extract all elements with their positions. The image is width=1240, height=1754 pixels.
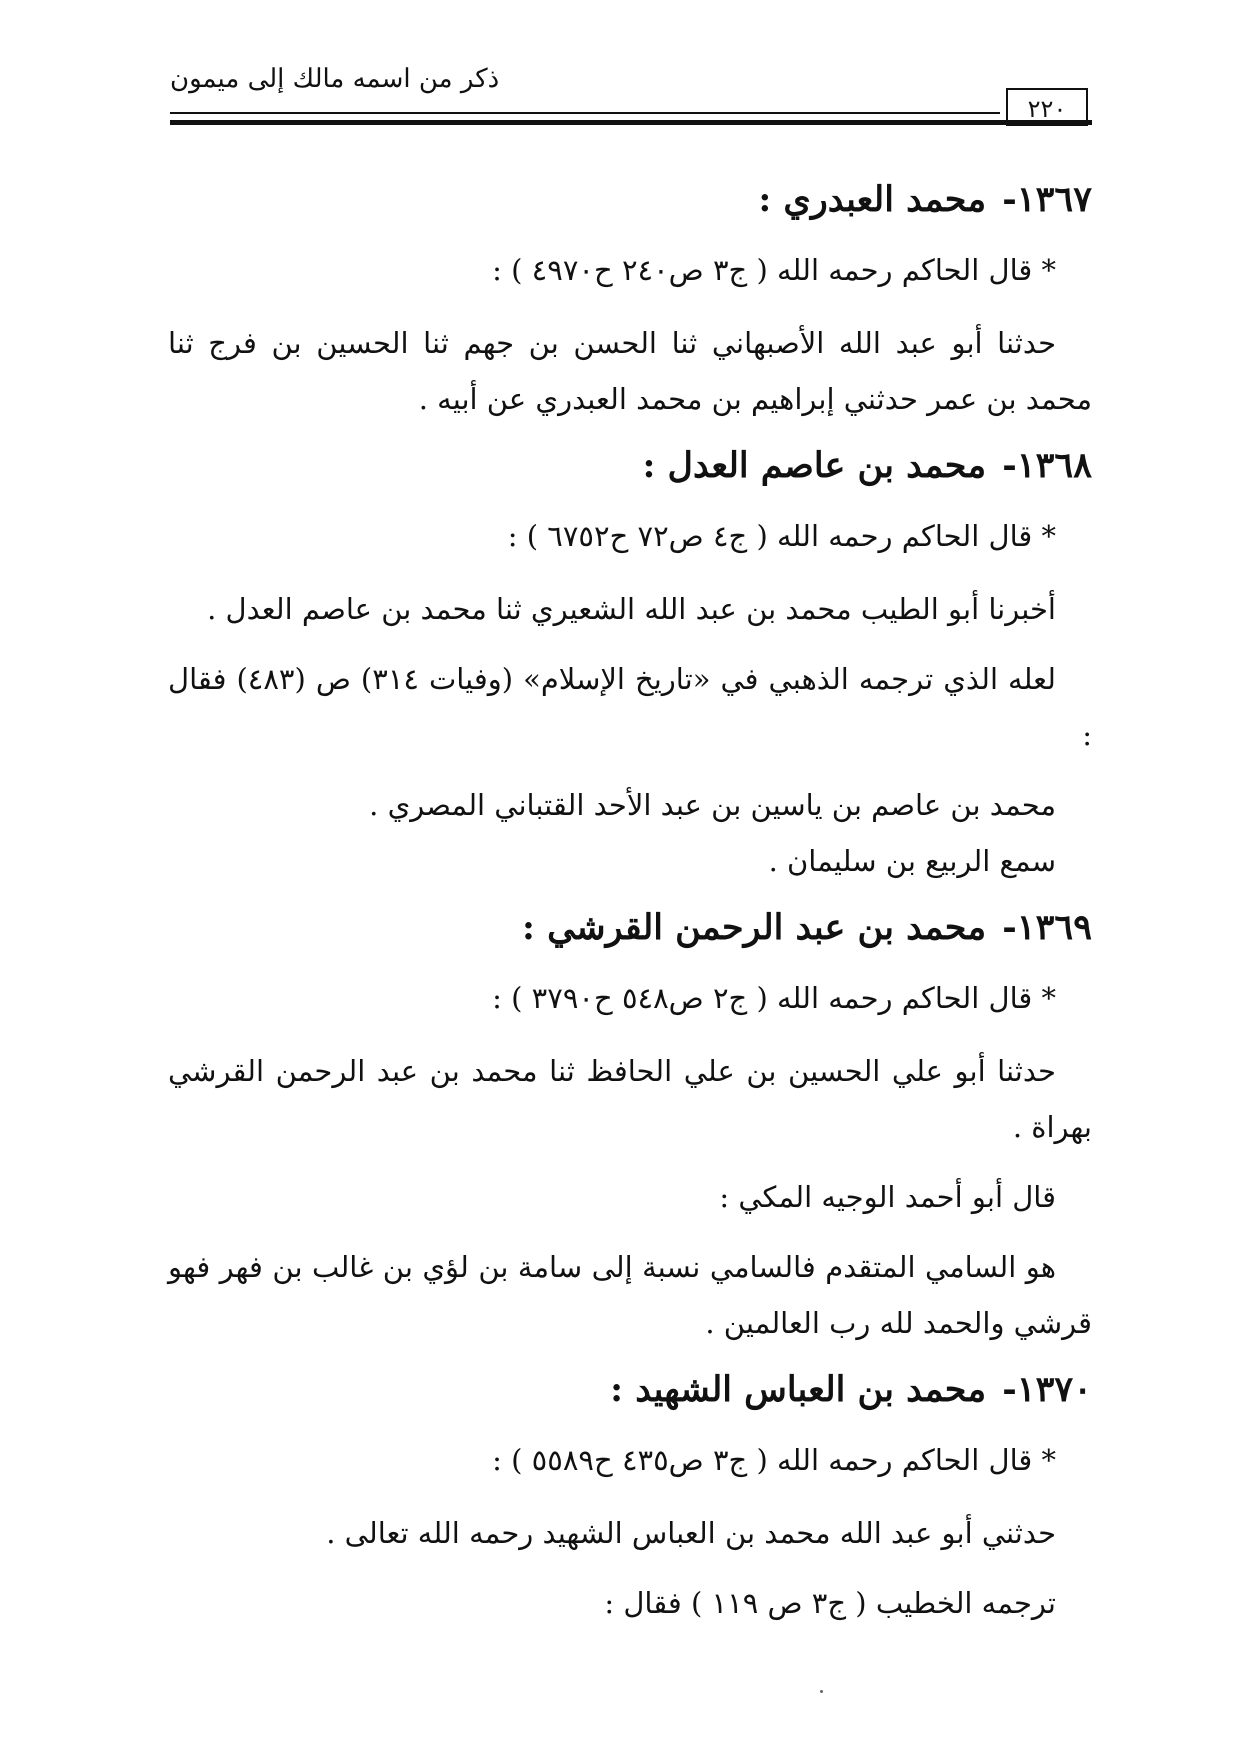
narration-paragraph: حدثنا أبو عبد الله الأصبهاني ثنا الحسن بن جهم ثنا الحسين بن فرج ثنا محمد بن عمر حدثني إبراهيم بن محمد العبدري عن أبيه . — [168, 326, 1092, 416]
entry-number: ١٣٦٩- — [1002, 907, 1092, 948]
commentary-paragraph: قال أبو أحمد الوجيه المكي : — [719, 1180, 1056, 1214]
commentary-paragraph: لعله الذي ترجمه الذهبي في «تاريخ الإسلام» (وفيات ٣١٤) ص (٤٨٣) فقال : — [168, 662, 1092, 752]
commentary-paragraph: ترجمه الخطيب ( ج٣ ص ١١٩ ) فقال : — [604, 1586, 1056, 1620]
scan-speck — [820, 1690, 823, 1693]
header-rule-thin — [170, 112, 1000, 114]
entry-number: ١٣٦٨- — [1002, 445, 1092, 486]
page-header — [170, 60, 1092, 140]
entry-number: ١٣٦٧- — [1002, 179, 1092, 220]
entry-name: محمد العبدري : — [758, 179, 987, 220]
entry-name: محمد بن عاصم العدل : — [642, 445, 987, 486]
entry-number: ١٣٧٠- — [1002, 1369, 1092, 1410]
source-citation: * قال الحاكم رحمه الله ( ج٣ ص٢٤٠ ح٤٩٧٠ ) : — [492, 253, 1056, 287]
entry-title — [168, 903, 1092, 953]
entry-name: محمد بن العباس الشهيد : — [610, 1369, 987, 1410]
entry-1367 — [168, 175, 1092, 427]
narration-paragraph: أخبرنا أبو الطيب محمد بن عبد الله الشعيري ثنا محمد بن عاصم العدل . — [207, 592, 1056, 626]
source-citation: * قال الحاكم رحمه الله ( ج٤ ص٧٢ ح٦٧٥٢ ) : — [507, 519, 1056, 553]
entry-title — [168, 1365, 1092, 1415]
page-number: ٢٢٠ — [1006, 88, 1088, 126]
narration-paragraph: حدثنا أبو علي الحسين بن علي الحافظ ثنا محمد بن عبد الرحمن القرشي بهراة . — [168, 1054, 1092, 1144]
page-body — [168, 175, 1092, 1645]
entry-1370 — [168, 1365, 1092, 1631]
entry-1368 — [168, 441, 1092, 889]
entry-1369 — [168, 903, 1092, 1351]
entry-title — [168, 441, 1092, 491]
quoted-line: سمع الربيع بن سليمان . — [768, 844, 1056, 878]
narration-paragraph: حدثني أبو عبد الله محمد بن العباس الشهيد رحمه الله تعالى . — [326, 1516, 1056, 1550]
entry-name: محمد بن عبد الرحمن القرشي : — [521, 907, 987, 948]
commentary-paragraph: هو السامي المتقدم فالسامي نسبة إلى سامة بن لؤي بن غالب بن فهر فهو قرشي والحمد لله رب العالمين . — [168, 1250, 1092, 1340]
running-title: ذكر من اسمه مالك إلى ميمون — [170, 64, 500, 94]
quoted-line: محمد بن عاصم بن ياسين بن عبد الأحد القتباني المصري . — [369, 788, 1056, 822]
source-citation: * قال الحاكم رحمه الله ( ج٣ ص٤٣٥ ح٥٥٨٩ ) : — [492, 1443, 1056, 1477]
header-rule-thick — [170, 120, 1092, 125]
entry-title — [168, 175, 1092, 225]
source-citation: * قال الحاكم رحمه الله ( ج٢ ص٥٤٨ ح٣٧٩٠ ) : — [492, 981, 1056, 1015]
